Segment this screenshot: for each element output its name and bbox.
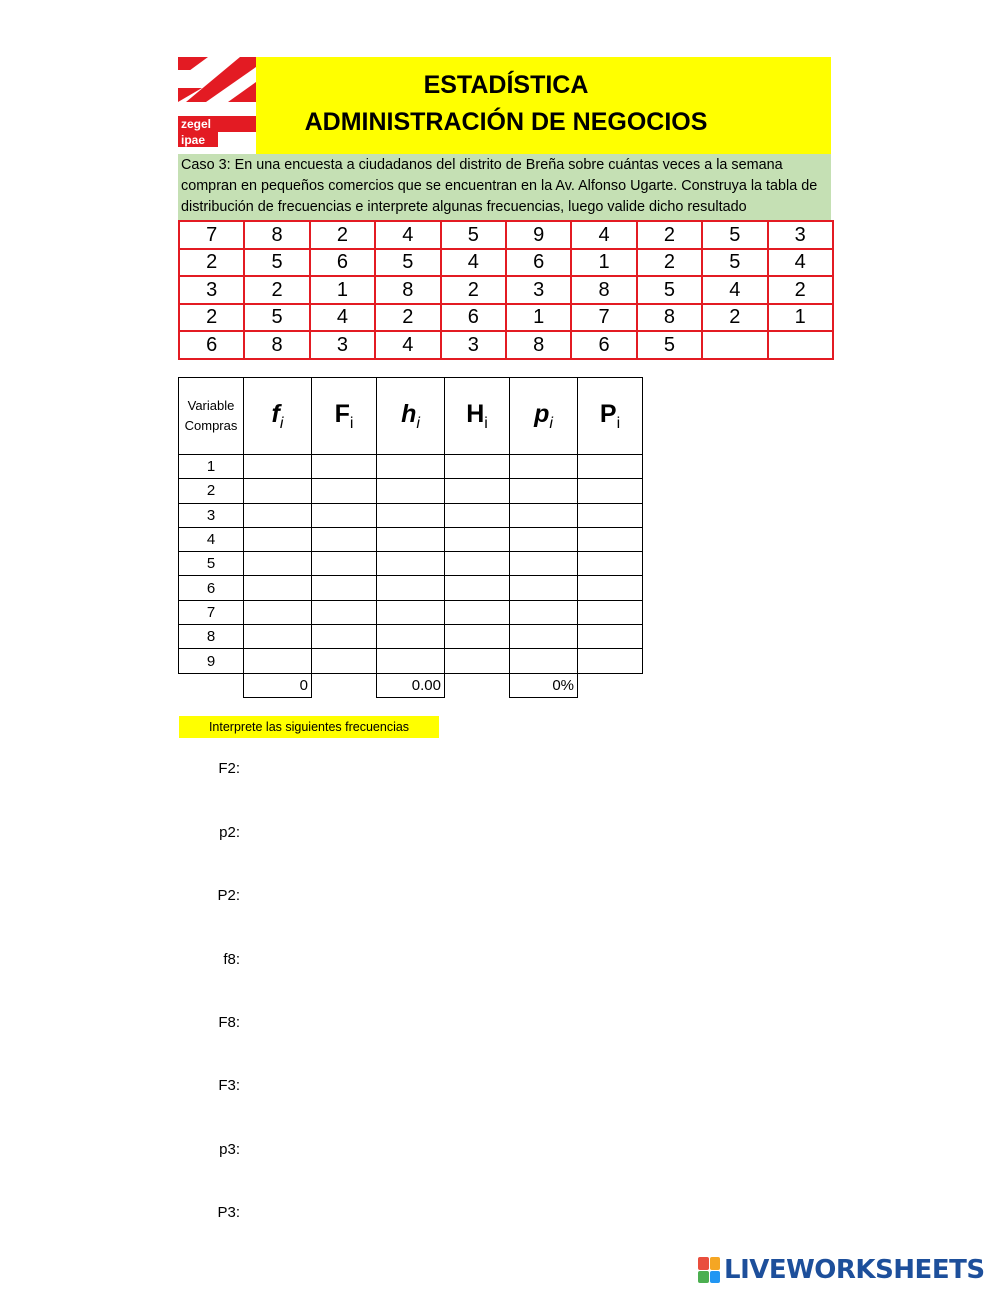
table-row bbox=[179, 576, 643, 600]
data-cell: 2 bbox=[637, 221, 702, 249]
answer-cell[interactable] bbox=[578, 576, 643, 600]
data-cell bbox=[768, 331, 833, 359]
answer-cell[interactable] bbox=[578, 479, 643, 503]
data-cell: 8 bbox=[375, 276, 440, 304]
column-header-pi bbox=[510, 378, 578, 455]
answer-cell[interactable] bbox=[578, 649, 643, 673]
column-symbol: F bbox=[334, 399, 350, 428]
variable-header-line1: Variable bbox=[187, 398, 235, 413]
data-cell: 5 bbox=[702, 249, 767, 277]
data-cell: 6 bbox=[441, 304, 506, 332]
question-label: p3: bbox=[219, 1141, 240, 1158]
data-grid-row bbox=[179, 221, 833, 249]
data-cell: 3 bbox=[441, 331, 506, 359]
data-cell: 5 bbox=[441, 221, 506, 249]
empty-cell bbox=[445, 673, 510, 697]
column-symbol: f bbox=[271, 399, 280, 428]
answer-cell[interactable] bbox=[510, 600, 578, 624]
answer-cell[interactable] bbox=[445, 625, 510, 649]
data-cell: 2 bbox=[244, 276, 309, 304]
data-cell: 4 bbox=[571, 221, 636, 249]
answer-cell[interactable] bbox=[578, 503, 643, 527]
table-row bbox=[179, 527, 643, 551]
data-cell: 8 bbox=[244, 221, 309, 249]
column-subscript: i bbox=[484, 414, 488, 432]
variable-header bbox=[179, 378, 244, 455]
answer-cell[interactable] bbox=[312, 552, 377, 576]
data-cell: 2 bbox=[179, 249, 244, 277]
variable-value: 6 bbox=[179, 576, 244, 600]
totals-row bbox=[179, 673, 643, 697]
answer-cell[interactable] bbox=[312, 576, 377, 600]
data-cell: 2 bbox=[179, 304, 244, 332]
data-cell: 4 bbox=[702, 276, 767, 304]
data-cell: 2 bbox=[441, 276, 506, 304]
answer-cell[interactable] bbox=[244, 527, 312, 551]
column-header-hi bbox=[377, 378, 445, 455]
answer-cell[interactable] bbox=[445, 479, 510, 503]
brand-icon-tile bbox=[698, 1271, 709, 1284]
answer-cell[interactable] bbox=[377, 527, 445, 551]
variable-value: 8 bbox=[179, 625, 244, 649]
frequency-table-header bbox=[179, 378, 643, 455]
brand-icon-tile bbox=[698, 1257, 709, 1270]
answer-cell[interactable] bbox=[312, 649, 377, 673]
answer-cell[interactable] bbox=[510, 576, 578, 600]
answer-cell[interactable] bbox=[578, 552, 643, 576]
answer-cell[interactable] bbox=[244, 576, 312, 600]
variable-value: 9 bbox=[179, 649, 244, 673]
title-estadistica: ESTADÍSTICA bbox=[423, 71, 589, 99]
answer-cell[interactable] bbox=[312, 527, 377, 551]
total-hi: 0.00 bbox=[377, 673, 445, 697]
column-header-fi bbox=[244, 378, 312, 455]
question-label: P2: bbox=[217, 887, 240, 904]
brand-icon-tile bbox=[710, 1271, 721, 1284]
question-label: P3: bbox=[217, 1204, 240, 1221]
table-row bbox=[179, 455, 643, 479]
data-cell: 3 bbox=[179, 276, 244, 304]
data-cell: 5 bbox=[637, 331, 702, 359]
data-cell: 2 bbox=[702, 304, 767, 332]
zegel-ipae-logo bbox=[178, 57, 256, 147]
empty-cell bbox=[578, 673, 643, 697]
table-row bbox=[179, 552, 643, 576]
answer-cell[interactable] bbox=[578, 625, 643, 649]
column-subscript: i bbox=[549, 414, 553, 432]
data-grid-row bbox=[179, 304, 833, 332]
table-row bbox=[179, 649, 643, 673]
data-cell: 5 bbox=[702, 221, 767, 249]
answer-cell[interactable] bbox=[578, 455, 643, 479]
variable-value: 3 bbox=[179, 503, 244, 527]
liveworksheets-brand bbox=[698, 1254, 985, 1286]
data-cell: 5 bbox=[637, 276, 702, 304]
data-cell: 6 bbox=[571, 331, 636, 359]
data-cell: 9 bbox=[506, 221, 571, 249]
data-cell: 2 bbox=[375, 304, 440, 332]
answer-cell[interactable] bbox=[578, 600, 643, 624]
data-cell: 4 bbox=[768, 249, 833, 277]
answer-cell[interactable] bbox=[510, 625, 578, 649]
answer-cell[interactable] bbox=[244, 625, 312, 649]
liveworksheets-text: LIVEWORKSHEETS bbox=[724, 1255, 985, 1285]
data-cell: 1 bbox=[310, 276, 375, 304]
data-grid bbox=[178, 220, 834, 360]
data-cell: 7 bbox=[571, 304, 636, 332]
answer-cell[interactable] bbox=[510, 479, 578, 503]
column-symbol: h bbox=[401, 399, 417, 428]
answer-cell[interactable] bbox=[244, 503, 312, 527]
table-row bbox=[179, 503, 643, 527]
variable-header-line2: Compras bbox=[184, 418, 238, 433]
data-cell: 4 bbox=[441, 249, 506, 277]
answer-cell[interactable] bbox=[445, 649, 510, 673]
empty-cell bbox=[312, 673, 377, 697]
column-symbol: H bbox=[466, 399, 485, 428]
data-cell: 1 bbox=[768, 304, 833, 332]
column-symbol: P bbox=[599, 399, 617, 428]
answer-cell[interactable] bbox=[510, 649, 578, 673]
variable-value: 5 bbox=[179, 552, 244, 576]
data-cell: 8 bbox=[637, 304, 702, 332]
data-cell: 3 bbox=[768, 221, 833, 249]
data-cell bbox=[702, 331, 767, 359]
answer-cell[interactable] bbox=[510, 503, 578, 527]
answer-cell[interactable] bbox=[312, 625, 377, 649]
liveworksheets-icon bbox=[698, 1257, 720, 1283]
data-grid-row bbox=[179, 276, 833, 304]
answer-cell[interactable] bbox=[244, 552, 312, 576]
data-cell: 1 bbox=[506, 304, 571, 332]
data-cell: 6 bbox=[179, 331, 244, 359]
answer-cell[interactable] bbox=[445, 527, 510, 551]
answer-cell[interactable] bbox=[445, 576, 510, 600]
data-grid-row bbox=[179, 331, 833, 359]
question-label: F8: bbox=[218, 1014, 240, 1031]
data-cell: 2 bbox=[637, 249, 702, 277]
data-cell: 4 bbox=[310, 304, 375, 332]
column-header-Hi bbox=[445, 378, 510, 455]
variable-value: 7 bbox=[179, 600, 244, 624]
total-pi: 0% bbox=[510, 673, 578, 697]
data-cell: 8 bbox=[506, 331, 571, 359]
data-cell: 7 bbox=[179, 221, 244, 249]
answer-cell[interactable] bbox=[312, 600, 377, 624]
answer-cell[interactable] bbox=[510, 552, 578, 576]
data-cell: 5 bbox=[244, 304, 309, 332]
answer-cell[interactable] bbox=[510, 527, 578, 551]
variable-value: 4 bbox=[179, 527, 244, 551]
answer-cell[interactable] bbox=[312, 503, 377, 527]
answer-cell[interactable] bbox=[377, 479, 445, 503]
data-cell: 1 bbox=[571, 249, 636, 277]
data-cell: 4 bbox=[375, 221, 440, 249]
data-cell: 2 bbox=[768, 276, 833, 304]
table-row bbox=[179, 625, 643, 649]
column-symbol: p bbox=[534, 399, 550, 428]
answer-cell[interactable] bbox=[244, 455, 312, 479]
interpret-instruction: Interprete las siguientes frecuencias bbox=[179, 716, 439, 738]
answer-cell[interactable] bbox=[312, 455, 377, 479]
question-label: p2: bbox=[219, 824, 240, 841]
data-cell: 4 bbox=[375, 331, 440, 359]
title-band bbox=[256, 57, 831, 154]
answer-cell[interactable] bbox=[445, 503, 510, 527]
logo-text-zegel: zegel bbox=[181, 117, 212, 131]
data-cell: 6 bbox=[310, 249, 375, 277]
answer-cell[interactable] bbox=[244, 649, 312, 673]
answer-cell[interactable] bbox=[445, 600, 510, 624]
column-header-Pi bbox=[578, 378, 643, 455]
table-row bbox=[179, 479, 643, 503]
frequency-table bbox=[178, 377, 643, 698]
data-cell: 2 bbox=[310, 221, 375, 249]
data-cell: 3 bbox=[506, 276, 571, 304]
column-subscript: i bbox=[416, 414, 420, 432]
logo-text-ipae: ipae bbox=[181, 133, 206, 147]
data-cell: 5 bbox=[244, 249, 309, 277]
answer-cell[interactable] bbox=[377, 552, 445, 576]
answer-cell[interactable] bbox=[377, 576, 445, 600]
title-administracion: ADMINISTRACIÓN DE NEGOCIOS bbox=[304, 108, 708, 136]
answer-cell[interactable] bbox=[445, 455, 510, 479]
column-subscript: i bbox=[349, 414, 354, 432]
answer-cell[interactable] bbox=[578, 527, 643, 551]
total-fi: 0 bbox=[244, 673, 312, 697]
data-grid-row bbox=[179, 249, 833, 277]
case-description: Caso 3: En una encuesta a ciudadanos del distrito de Breña sobre cuántas veces a la semana compran en pequeños comercios que se encuentran en la Av. Alfonso Ugarte. Construya la tabla de distribución de frecuencias e interprete algunas frecuencias, luego valide dicho resultado bbox=[178, 154, 831, 220]
column-subscript: i bbox=[616, 414, 621, 432]
variable-value: 2 bbox=[179, 479, 244, 503]
variable-value: 1 bbox=[179, 455, 244, 479]
answer-cell[interactable] bbox=[377, 625, 445, 649]
data-cell: 8 bbox=[571, 276, 636, 304]
answer-cell[interactable] bbox=[312, 479, 377, 503]
column-subscript: i bbox=[279, 414, 284, 432]
data-cell: 5 bbox=[375, 249, 440, 277]
answer-cell[interactable] bbox=[244, 600, 312, 624]
empty-cell bbox=[179, 673, 244, 697]
data-cell: 8 bbox=[244, 331, 309, 359]
answer-cell[interactable] bbox=[377, 503, 445, 527]
column-header-Fi bbox=[312, 378, 377, 455]
answer-cell[interactable] bbox=[244, 479, 312, 503]
question-label: F3: bbox=[218, 1077, 240, 1094]
table-row bbox=[179, 600, 643, 624]
answer-cell[interactable] bbox=[445, 552, 510, 576]
data-cell: 6 bbox=[506, 249, 571, 277]
question-label: f8: bbox=[223, 951, 240, 968]
brand-icon-tile bbox=[710, 1257, 721, 1270]
question-label: F2: bbox=[218, 760, 240, 777]
answer-cell[interactable] bbox=[377, 455, 445, 479]
data-cell: 3 bbox=[310, 331, 375, 359]
answer-cell[interactable] bbox=[510, 455, 578, 479]
answer-cell[interactable] bbox=[377, 600, 445, 624]
logo-graphic bbox=[178, 57, 256, 147]
answer-cell[interactable] bbox=[377, 649, 445, 673]
